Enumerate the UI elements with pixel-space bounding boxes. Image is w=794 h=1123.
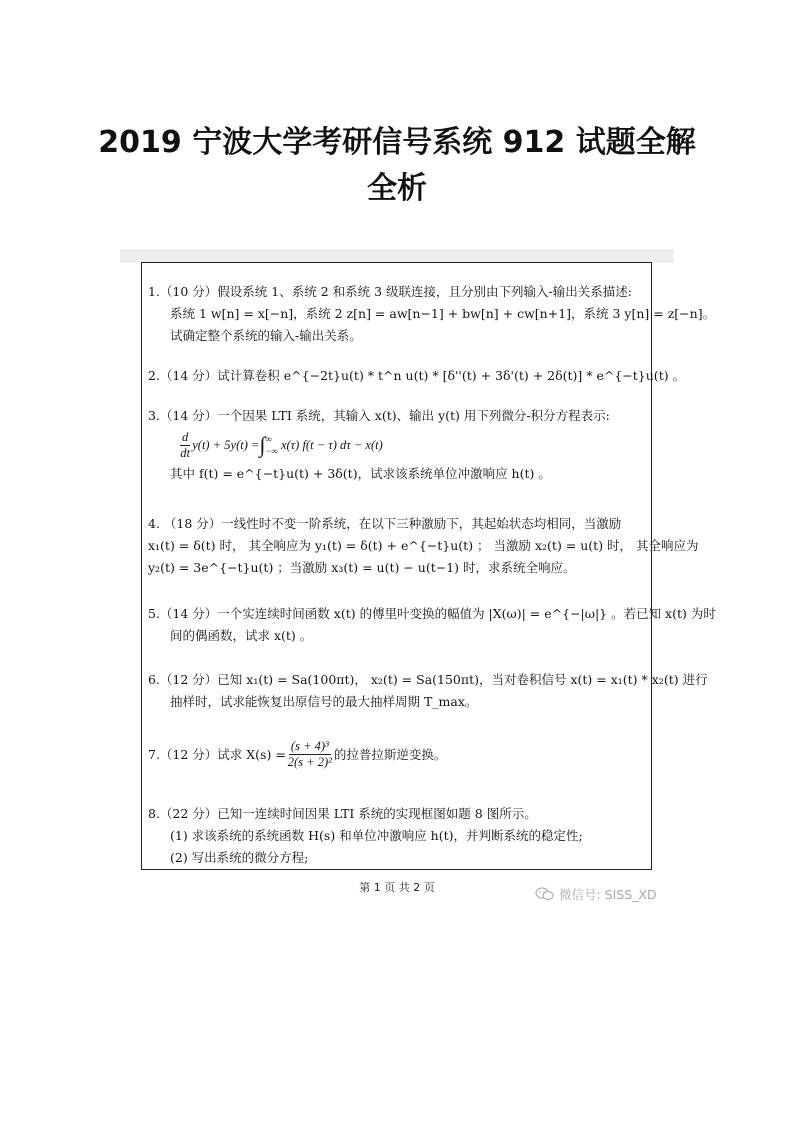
question-line: 间的偶函数，试求 x(t) 。 <box>170 628 313 643</box>
question-line: (1) 求该系统的系统函数 H(s) 和单位冲激响应 h(t)，并判断系统的稳定性; <box>170 828 583 843</box>
differential-equation <box>148 427 645 463</box>
question-4 <box>148 513 699 579</box>
equation-right: x(τ) f(t − τ) dτ − x(t) <box>280 438 383 452</box>
page-title <box>60 120 734 212</box>
watermark-text: 微信号: SISS_XD <box>559 887 657 902</box>
watermark <box>535 885 657 903</box>
integral-limits: ∞ −∞ <box>265 434 278 456</box>
question-header: 5.（14 分）一个实连续时间函数 x(t) 的傅里叶变换的幅值为 |X(ω)| = e^{−|ω|} 。若已知 x(t) 为时 <box>148 606 716 621</box>
exam-sheet <box>141 262 716 870</box>
integral-sign: ∫ <box>259 432 266 457</box>
question-line: x₁(t) = δ(t) 时， 其全响应为 y₁(t) = δ(t) + e^{−t}u(t) ； 当激励 x₂(t) = u(t) 时， 其全响应为 <box>148 538 699 553</box>
question-line: 系统 1 w[n] = x[−n]，系统 2 z[n] = aw[n−1] + bw[n] + cw[n+1]，系统 3 y[n] = z[−n]。 <box>170 306 716 321</box>
question-header: 6.（12 分）已知 x₁(t) = Sa(100πt)， x₂(t) = Sa(150πt)，当对卷积信号 x(t) = x₁(t) * x₂(t) 进行 <box>148 672 708 687</box>
question-5 <box>148 603 716 647</box>
question-8 <box>148 803 645 869</box>
scan-shadow-band <box>120 249 674 263</box>
title-line-1: 2019 宁波大学考研信号系统 912 试题全解 <box>98 125 696 160</box>
question-line: 其中 f(t) = e^{−t}u(t) + 3δ(t)，试求该系统单位冲激响应 h(t) 。 <box>170 466 551 481</box>
question-header: 3.（14 分）一个因果 LTI 系统，其输入 x(t)、输出 y(t) 用下列微分-积分方程表示: <box>148 408 610 423</box>
derivative-fraction: $\frac{d}{dt}$ <box>180 429 190 460</box>
question-header: 7.（12 分）试求 X(s) = $\frac{\text{(s + 4)³}}{\text{2(s + 2)²}}$ 的拉普拉斯逆变换。 <box>148 739 447 769</box>
question-header: 4. （18 分）一线性时不变一阶系统，在以下三种激励下，其起始状态均相同，当激励 <box>148 516 622 531</box>
question-1 <box>148 281 716 347</box>
equation-left: y(t) + 5y(t) = <box>192 438 260 452</box>
question-2 <box>148 365 686 387</box>
question-line: y₂(t) = 3e^{−t}u(t) ；当激励 x₃(t) = u(t) − u(t−1) 时，求系统全响应。 <box>148 560 576 575</box>
transform-fraction: $\frac{\text{(s + 4)³}}{\text{2(s + 2)²}}$ <box>287 739 332 769</box>
question-line: (2) 写出系统的微分方程; <box>170 850 309 865</box>
page-number: 第 1 页 共 2 页 <box>359 881 435 894</box>
wechat-icon <box>535 887 555 901</box>
question-7 <box>148 739 645 770</box>
question-header: 1.（10 分）假设系统 1、系统 2 和系统 3 级联连接，且分别由下列输入-输出关系描述: <box>148 284 632 299</box>
title-line-2: 全析 <box>367 171 427 206</box>
question-line: 试确定整个系统的输入-输出关系。 <box>170 328 362 343</box>
question-header: 2.（14 分）试计算卷积 e^{−2t}u(t) * t^n u(t) * [δ''(t) + 3δ'(t) + 2δ(t)] * e^{−t}u(t) 。 <box>148 368 686 383</box>
question-header: 8.（22 分）已知一连续时间因果 LTI 系统的实现框图如题 8 图所示。 <box>148 806 537 821</box>
question-6 <box>148 669 708 713</box>
question-3 <box>148 405 645 485</box>
question-line: 抽样时，试求能恢复出原信号的最大抽样周期 T_max。 <box>170 694 478 709</box>
